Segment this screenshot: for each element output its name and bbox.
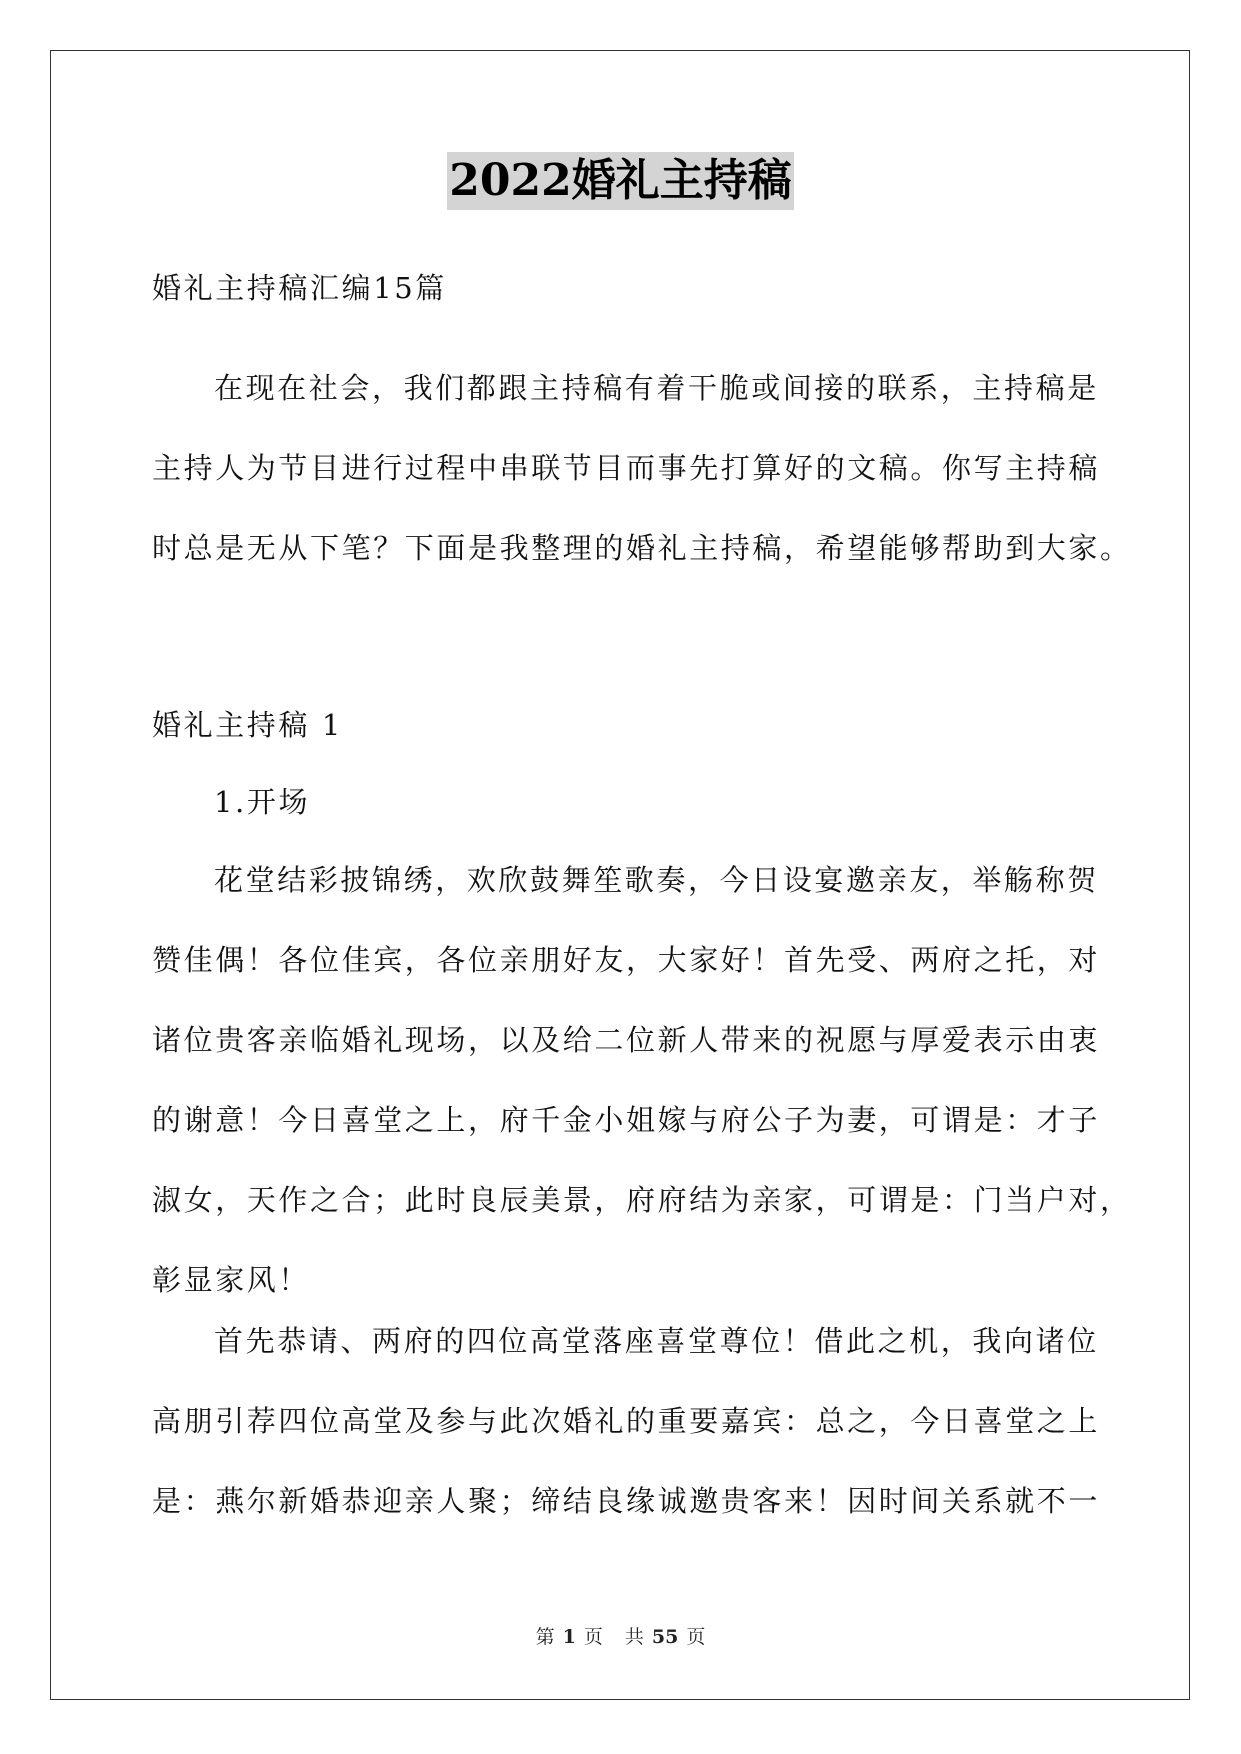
para2-line-1: 首先恭请、两府的四位高堂落座喜堂尊位！借此之机，我向诸位 — [214, 1324, 1099, 1358]
page-number: 1 — [562, 1626, 576, 1648]
para1-line-5: 淑女，天作之合；此时良辰美景，府府结为亲家，可谓是：门当户对， — [152, 1183, 1132, 1217]
section-heading — [152, 685, 1092, 765]
document-subtitle — [152, 248, 1092, 328]
total-suffix: 页 — [686, 1626, 706, 1648]
intro-line-2: 主持人为节目进行过程中串联节目而事先打算好的文稿。你写主持稿 — [152, 451, 1101, 485]
para2-line-2: 高朋引荐四位高堂及参与此次婚礼的重要嘉宾：总之，今日喜堂之上 — [152, 1404, 1101, 1438]
subtitle-text: 婚礼主持稿汇编15篇 — [152, 271, 447, 305]
paragraph-2 — [152, 1301, 1101, 1541]
page-prefix: 第 — [535, 1626, 555, 1648]
title-container — [0, 152, 1241, 210]
total-prefix: 共 — [624, 1626, 644, 1648]
page-indicator — [532, 1626, 607, 1648]
para1-line-2: 赞佳偶！各位佳宾，各位亲朋好友，大家好！首先受、两府之托，对 — [152, 943, 1101, 977]
intro-line-1: 在现在社会，我们都跟主持稿有着干脆或间接的联系，主持稿是 — [214, 371, 1099, 405]
para1-line-3: 诸位贵客亲临婚礼现场，以及给二位新人带来的祝愿与厚爱表示由衷 — [152, 1023, 1101, 1057]
section-heading-text: 婚礼主持稿 1 — [152, 708, 343, 742]
para1-line-4: 的谢意！今日喜堂之上，府千金小姐嫁与府公子为妻，可谓是：才子 — [152, 1103, 1101, 1137]
total-indicator — [621, 1626, 709, 1648]
para1-line-1: 花堂结彩披锦绣，欢欣鼓舞笙歌奏，今日设宴邀亲友，举觞称贺 — [214, 863, 1099, 897]
paragraph-1 — [152, 840, 1132, 1320]
document-title: 2022婚礼主持稿 — [447, 152, 793, 210]
page-footer — [0, 1622, 1241, 1649]
total-pages: 55 — [651, 1626, 679, 1648]
para1-line-6: 彰显家风！ — [152, 1263, 311, 1297]
page-suffix: 页 — [583, 1626, 603, 1648]
intro-paragraph — [152, 348, 1132, 588]
intro-line-3: 时总是无从下笔？下面是我整理的婚礼主持稿，希望能够帮助到大家。 — [152, 531, 1132, 565]
item-heading-text: 1.开场 — [214, 785, 311, 819]
item-heading — [152, 762, 1092, 842]
para2-line-3: 是：燕尔新婚恭迎亲人聚；缔结良缘诚邀贵客来！因时间关系就不一 — [152, 1484, 1101, 1518]
